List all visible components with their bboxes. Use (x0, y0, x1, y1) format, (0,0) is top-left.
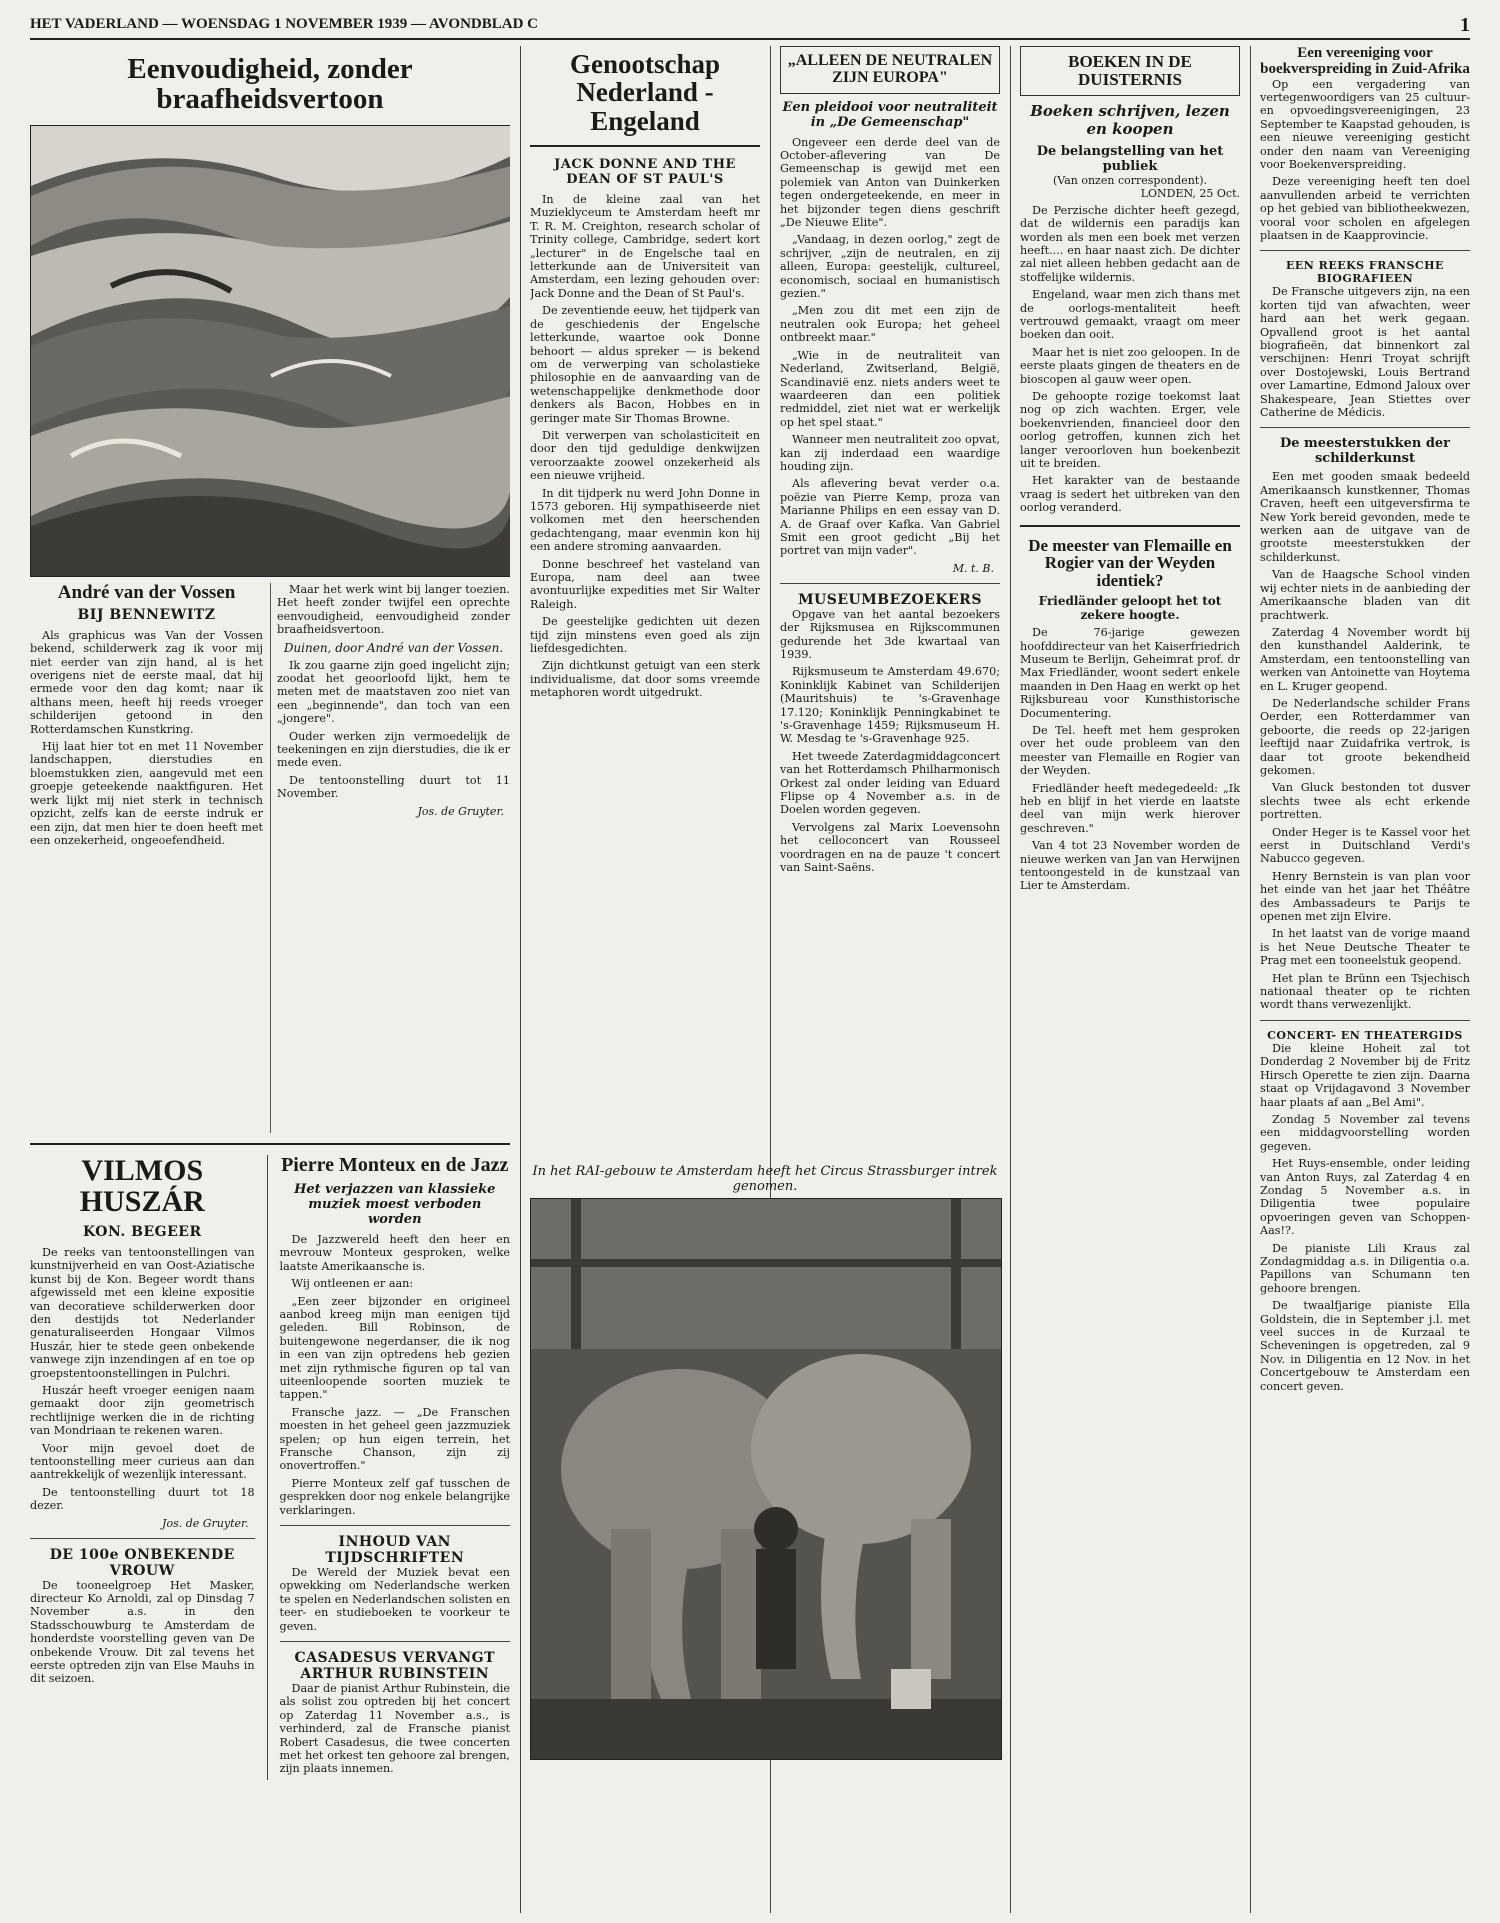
huszar-paragraph: De tentoonstelling duurt tot 18 dezer. (30, 1485, 255, 1513)
huszar-headline: VILMOS HUSZÁR (79, 1153, 205, 1219)
vossen-paragraph: Ik zou gaarne zijn goed ingelicht zijn; zoodat het geoorloofd lijkt, hem te meten met de maatstaven zoo niet van een „beginnende", dan toch van een „jongere". (277, 658, 510, 726)
boeken-paragraph: De gehoopte rozige toekomst laat nog op zich wachten. Erger, vele boekenvrienden, financieel door den oorlog getroffen, kunnen zich het langer veroorloven hun boekenbezit uit te breiden. (1020, 389, 1240, 470)
meesterstukken-headline: De meesterstukken der schilderkunst (1279, 436, 1451, 467)
boeken-subtitle: Boeken schrijven, lezen en koopen (1030, 101, 1230, 138)
biografieen-headline: EEN REEKS FRANSCHE BIOGRAFIEEN (1286, 259, 1444, 286)
notice-text: De tooneelgroep Het Masker, directeur Ko Arnoldi, zal op Dinsdag 7 November a.s. in den Stadsschouwburg te Amsterdam de honderdste voorstelling geven van De onbekende Vrouw. Dit zal tevens het eerste optreden zijn van Else Mauhs in dit seizoen. (30, 1578, 255, 1686)
elephants-image (531, 1199, 1001, 1759)
huszar-signature: Jos. de Gruyter. (162, 1516, 249, 1530)
meesterstukken-paragraph: Van de Haagsche School vinden wij echter niets in de aanbieding der Amerikaansche bladen van dit prachtwerk. (1260, 568, 1470, 622)
boeken-byline: (Van onzen correspondent). (1052, 173, 1207, 187)
donne-paragraph: In de kleine zaal van het Muzieklyceum te Amsterdam heeft mr T. R. M. Creighton, research scholar of Trinity college, Cambridge, sedert kort „lecturer" in de Engelsche taal en letterkunde aan de Universiteit van Amsterdam, een lezing gehouden over: Jack Donne and the Dean of St Paul's. (530, 193, 760, 300)
concert-paragraph: Het Ruys-ensemble, onder leiding van Anton Ruys, zal Zaterdag 4 en Zondag 5 November a.s. in Diligentia twee populaire opvoeringen geven van Schoppen-Aas!?. (1260, 1157, 1470, 1238)
notice-title: DE 100e ONBEKENDE VROUW (49, 1546, 235, 1579)
donne-headline: Genootschap Nederland - Engeland (569, 49, 721, 136)
boeken-paragraph: De Perzische dichter heeft gezegd, dat de wildernis een paradijs kan worden als men een boek met verzen heeft.... en haar naast zich. De dichter zal niet alleen hebben gedacht aan de stoffelijke wildernis. (1020, 203, 1240, 284)
huszar-article (30, 1155, 255, 1780)
monteux-paragraph: „Een zeer bijzonder en origineel aanbod kreeg mijn man eenigen tijd geleden. Bill Robinson, de buitengewone negerdanser, die ik nog in een van zijn optredens heb gezien met zijn rythmische figuren op tal van uiteenloopende soorten muziek te tappen." (279, 1294, 510, 1402)
neutralen-paragraph: „Vandaag, in dezen oorlog," zegt de schrijver, „zijn de neutralen, en zij alleen, Europa: geestelijk, cultureel, economisch, sociaal en humanistisch gezien." (780, 233, 1000, 301)
paper-name: HET VADERLAND (30, 16, 159, 32)
monteux-article (280, 1155, 510, 1780)
circus-photo (530, 1198, 1002, 1760)
vossen-paragraph: De tentoonstelling duurt tot 11 November. (277, 773, 510, 801)
meesterstukken-paragraph: Zaterdag 4 November wordt bij den kunsthandel Aalderink, te Amsterdam, een tentoonstelling van werken van Antoinette van Hoytema en L. Kruger geopend. (1260, 625, 1470, 693)
casadesus-text: Daar de pianist Arthur Rubinstein, die als solist zou optreden bij het concert op Zaterdag 11 November a.s., is verhinderd, zal de Fransche pianist Robert Casadesus, die twee concerten met het orkest ten gehoore zal brengen, zijn plaats innemen. (279, 1682, 510, 1776)
monteux-subtitle: Het verjazzen van klassieke muziek moest verboden worden (294, 1181, 496, 1227)
concert-paragraph: Zondag 5 November zal tevens een middagvoorstelling worden gegeven. (1260, 1112, 1470, 1153)
museum-paragraph: Opgave van het aantal bezoekers der Rijksmusea en Rijkscommunen gedurende het 3de kwartaal van 1939. (780, 607, 1000, 661)
neutralen-header-box (780, 46, 1000, 94)
donne-paragraph: De geestelijke gedichten uit dezen tijd zijn minstens even goed als zijn liefdesgedichten. (530, 615, 760, 656)
issue-date: — WOENSDAG 1 NOVEMBER 1939 — (162, 16, 427, 32)
dunes-photo (30, 125, 510, 577)
page-number: 1 (1460, 14, 1470, 36)
huszar-subtitle: KON. BEGEER (83, 1223, 202, 1240)
huszar-paragraph: Huszár heeft vroeger eenigen naam gemaakt door zijn geometrisch rechtlijnige werken die in de richting van Mondriaan te rekenen waren. (30, 1383, 255, 1438)
monteux-paragraph: De Jazzwereld heeft den heer en mevrouw Monteux gesproken, welke laatste Amerikaansche is. (279, 1232, 510, 1273)
circus-caption: In het RAI-gebouw te Amsterdam heeft het Circus Strassburger intrek genomen. (532, 1164, 998, 1194)
column-boeken (1020, 46, 1240, 1913)
tijdschriften-title: INHOUD VAN TIJDSCHRIFTEN (325, 1534, 465, 1566)
huszar-paragraph: De reeks van tentoonstellingen van kunstnijverheid en van Oost-Aziatische kunst bij de Kon. Begeer wordt thans afgewisseld met een kleine expositie van decoratieve schilderwerken door den destijds tot Nederlander genaturaliseerden Hongaar Vilmos Huszár, hier te stede geen onbekende vanwege zijn inzendingen af en toe op groepstentoonstellingen in Pulchri. (30, 1245, 255, 1380)
museum-paragraph: Het tweede Zaterdagmiddagconcert van het Rotterdamsch Philharmonisch Orkest zal onder leiding van Eduard Flipse op 4 November a.s. in de Doelen worden gegeven. (780, 749, 1000, 817)
neutralen-paragraph: Als aflevering bevat verder o.a. poëzie van Pierre Kemp, proza van Marianne Philips en een essay van D. A. de Graaf over Kafka. Van Gabriel Smit een groot gedicht „Bij het portret van mijn vader". (780, 477, 1000, 558)
monteux-paragraph: Wij ontleenen er aan: (291, 1277, 414, 1291)
boeken-header-box (1020, 46, 1240, 96)
boeken-paragraph: Het karakter van de bestaande vraag is sedert het uitbreken van den oorlog veranderd. (1020, 474, 1240, 515)
masthead (30, 10, 1470, 40)
vossen-headline: Eenvoudigheid, zonder braafheidsvertoon (127, 53, 413, 116)
meesterstukken-paragraph: In het laatst van de vorige maand is het Neue Deutsche Theater te Prag met een tooneelstuk geopend. (1260, 927, 1470, 968)
donne-paragraph: Dit verwerpen van scholasticiteit en door den tijd geduldige denkwijzen veroorzaakte zoowel onzekerheid als een nieuwe vrijheid. (530, 428, 760, 483)
meesterstukken-paragraph: Een met gooden smaak bedeeld Amerikaansch kunstkenner, Thomas Craven, heeft een uitgeversfirma te New York bereid gevonden, mede te werken aan de uitgave van de grootste meesterstukken der schilderkunst. (1260, 470, 1470, 564)
boeken-headline: BOEKEN IN DE DUISTERNIS (1068, 52, 1192, 89)
donne-paragraph: Zijn dichtkunst getuigt van een sterk individualisme, dat door soms vreemde metaphoren wordt uitgedrukt. (530, 659, 760, 700)
vossen-title: André van der Vossen (57, 581, 236, 603)
neutralen-paragraph: Ongeveer een derde deel van de October-aflevering van De Gemeenschap is gewijd met een polemiek van Anton van Duinkerken tegen ondergeteekende, en meer in het bijzonder tegen diens geschrift „De Nieuwe Elite". (780, 135, 1000, 230)
column-art (30, 46, 510, 1913)
meesterstukken-paragraph: Henry Bernstein is van plan voor het einde van het jaar het Théâtre des Ambassadeurs te Parijs te openen met zijn Elvire. (1260, 869, 1470, 924)
zuidafrika-paragraph: Op een vergadering van vertegenwoordigers van 25 cultuur- en opvoedingsvereenigingen, 23 September te Kaapstad gehouden, is een nieuwe vereeniging gesticht onder den naam van Vereeniging voor Boekenverspreiding. (1260, 77, 1470, 171)
dunes-caption: Duinen, door André van der Vossen. (283, 640, 504, 655)
concert-paragraph: De pianiste Lili Kraus zal Zondagmiddag a.s. in Diligentia o.a. Papillons van Schumann ten gehoore brengen. (1260, 1241, 1470, 1295)
flemalle-kicker: Friedländer geloopt het tot zekere hoogte. (1038, 594, 1222, 623)
vossen-paragraph: Maar het werk wint bij langer toezien. Het heeft zonder twijfel een oprechte eenvoudigheid, eenvoudigheid zonder braafheidsvertoon. (277, 582, 510, 637)
biografieen-text: De Fransche uitgevers zijn, na een korten tijd van afwachten, weer hard aan het werk gegaan. Opvallend groot is het aantal biografieën, dat binnenkort zal verschijnen: Henri Troyat schrijft over Dostojewski, Louis Bertrand over Lamartine, Edmond Jaloux over Shakespeare, Jean Stiettes over Catherine de Médicis. (1260, 285, 1470, 420)
masthead-line (30, 16, 538, 33)
donne-paragraph: De zeventiende eeuw, het tijdperk van de geschiedenis der Engelsche letterkunde, waartoe ook Donne behoort — aldus spreker — is bekend om de verwerping van scholastieke philosophie en de aanvaarding van de wetenschappelijke denkmethode door denkers als Bacon, Hobbes en in geringer mate Sir Thomas Browne. (530, 304, 760, 425)
flemalle-headline: De meester van Flemaille en Rogier van der Weyden identiek? (1028, 535, 1232, 591)
vossen-paragraph: Ouder werken zijn vermoedelijk de teekeningen en zijn dierstudies, die ik er mede even. (277, 729, 510, 770)
neutralen-paragraph: „Men zou dit met een zijn de neutralen ook Europa; het geheel ontbreekt maar." (780, 304, 1000, 345)
neutralen-signature: M. t. B. (952, 561, 994, 575)
flemalle-paragraph: De Tel. heeft met hem gesproken over het oude probleem van den meester van Flemaille en Rogier van der Weyden. (1020, 724, 1240, 778)
vossen-signature: Jos. de Gruyter. (417, 804, 504, 818)
tijdschriften-text: De Wereld der Muziek bevat een opwekking om Nederlandsche werken te spelen en Nederlandschen solisten en teer- en studieboeken te voorkeur te geven. (279, 1566, 510, 1633)
monteux-headline: Pierre Monteux en de Jazz (281, 1153, 509, 1176)
donne-paragraph: Donne beschreef het vasteland van Europa, nam deel aan twee avontuurlijke expedities met Sir Walter Raleigh. (530, 557, 760, 611)
huszar-paragraph: Voor mijn gevoel doet de tentoonstelling meer curieus aan dan aantrekkelijk of wezenlijk interessant. (30, 1441, 255, 1482)
boeken-paragraph: Engeland, waar men zich thans met de oorlogs-mentaliteit heeft vertrouwd gemaakt, vraagt om meer boeken dan ooit. (1020, 288, 1240, 342)
meesterstukken-paragraph: Van Gluck bestonden tot dusver slechts twee als echt erkende portretten. (1260, 781, 1470, 822)
donne-subtitle: JACK DONNE AND THE DEAN OF ST PAUL'S (554, 157, 736, 188)
museum-headline: MUSEUMBEZOEKERS (798, 591, 982, 608)
flemalle-paragraph: Van 4 tot 23 November worden de nieuwe werken van Jan van Herwijnen tentoongesteld in de kunstzaal van Lier te Amsterdam. (1020, 839, 1240, 893)
boeken-kicker: De belangstelling van het publiek (1036, 143, 1224, 174)
neutralen-subtitle: Een pleidooi voor neutraliteit in „De Gemeenschap" (782, 99, 998, 130)
dunes-image (31, 126, 510, 576)
circus-photo-block (530, 1160, 1000, 1760)
boeken-dateline: LONDEN, 25 Oct. (1140, 186, 1240, 200)
vossen-paragraph: Hij laat hier tot en met 11 November landschappen, dierstudies en bloemstukken zien, aangevuld met een groepje geteekende naaktfiguren. Het werk lijkt mij niet sterk in technisch opzicht, zelfs kan de eerste indruk er een zijn, dat men hier te doen heeft met een onzekerheid, ongeoefendheid. (30, 740, 263, 847)
neutralen-headline: „ALLEEN DE NEUTRALEN ZIJN EUROPA" (787, 52, 993, 86)
vossen-subtitle: BIJ BENNEWITZ (77, 606, 216, 623)
neutralen-paragraph: Wanneer men neutraliteit zoo opvat, kan zij inderdaad een waardige houding zijn. (780, 433, 1000, 473)
museum-paragraph: Rijksmuseum te Amsterdam 49.670; Koninklijk Kabinet van Schilderijen (Mauritshuis) te 's-Gravenhage 17.120; Koninklijk Penningkabinet te 's-Gravenhage 1459; Rijksmuseum H. W. Mesdag te 's-Gravenhage 925. (780, 665, 1000, 746)
concert-paragraph: De twaalfjarige pianiste Ella Goldstein, die in September j.l. met veel succes in de Kurzaal te Scheveningen is opgetreden, zal 9 Nov. in Diligentia en 12 Nov. in het Concertgebouw te Amsterdam een concert geven. (1260, 1299, 1470, 1393)
column-misc (1260, 46, 1470, 1913)
donne-paragraph: In dit tijdperk nu werd John Donne in 1573 geboren. Hij sympathiseerde niet volkomen met den heerschenden gedachtengang, maar evenmin kon hij een andere stroming aanvaarden. (530, 486, 760, 554)
flemalle-paragraph: Friedländer heeft medegedeeld: „Ik heb en blijf in het vierde en laatste deel van mijn werk hierover geschreven." (1020, 781, 1240, 835)
monteux-paragraph: Pierre Monteux zelf gaf tusschen de gesprekken door nog enkele belangrijke verklaringen. (279, 1476, 510, 1517)
concert-paragraph: Die kleine Hoheit zal tot Donderdag 2 November bij de Fritz Hirsch Operette te zien zijn. Daarna staat op Vrijdagavond 3 November haar plaats af aan „Bel Ami". (1260, 1041, 1470, 1109)
zuidafrika-headline: Een vereeniging voor boekverspreiding in Zuid-Afrika (1260, 46, 1470, 77)
boeken-paragraph: Maar het is niet zoo geloopen. In de eerste plaats gingen de theaters en de bioscopen al gauw weer open. (1020, 345, 1240, 386)
museum-paragraph: Vervolgens zal Marix Loevensohn het celloconcert van Rousseel voordragen en na de pauze 't concert van Saint-Saëns. (780, 820, 1000, 875)
meesterstukken-paragraph: De Nederlandsche schilder Frans Oerder, een Rotterdammer van geboorte, die reeds op 22-jarigen leeftijd naar Zuidafrika vertrok, is daar tot groote bekendheid gekomen. (1260, 696, 1470, 777)
meesterstukken-paragraph: Het plan te Brünn een Tsjechisch nationaal theater op te richten wordt thans verwezenlijkt. (1260, 971, 1470, 1012)
vossen-paragraph: Als graphicus was Van der Vossen bekend, schilderwerk zag ik voor mij niet eerder van zijn hand, al is het overigens niet de eerste maal, dat hij ermede voor den dag komt; naar ik althans meen, heeft hij reeds vroeger schilderijen getoond in den Rotterdamschen Kunstkring. (30, 628, 263, 736)
zuidafrika-paragraph: Deze vereeniging heeft ten doel aanvullenden arbeid te verrichten op het gebied van bibliotheekwezen, vooral voor scholen en afgelegen plaatsen in de Kaapprovincie. (1260, 175, 1470, 242)
neutralen-paragraph: „Wie in de neutraliteit van Nederland, Zwitserland, België, Scandinavië enz. niets anders weet te waardeeren dan een politiek redmiddel, ziet niet wat er werkelijk op het spel staat." (780, 348, 1000, 429)
meesterstukken-paragraph: Onder Heger is te Kassel voor het eerst in Duitschland Verdi's Nabucco gegeven. (1260, 825, 1470, 866)
concert-headline: CONCERT- EN THEATERGIDS (1267, 1028, 1463, 1042)
flemalle-paragraph: De 76-jarige gewezen hoofddirecteur van het Kaiserfriedrich Museum te Berlijn, Geheimrat prof. dr Max Friedländer, woont sedert enkele maanden in Den Haag en werkt op het Rijksbureau voor Kunsthistorische Documentering. (1020, 626, 1240, 720)
monteux-paragraph: Fransche jazz. — „De Franschen moesten in het geheel geen jazzmuziek spelen; op hun eigen terrein, het Fransche Chanson, zijn zij onovertroffen." (279, 1405, 510, 1473)
edition: AVONDBLAD C (428, 16, 539, 32)
casadesus-title: CASADESUS VERVANGT ARTHUR RUBINSTEIN (294, 1650, 496, 1683)
vossen-article (30, 583, 510, 1133)
